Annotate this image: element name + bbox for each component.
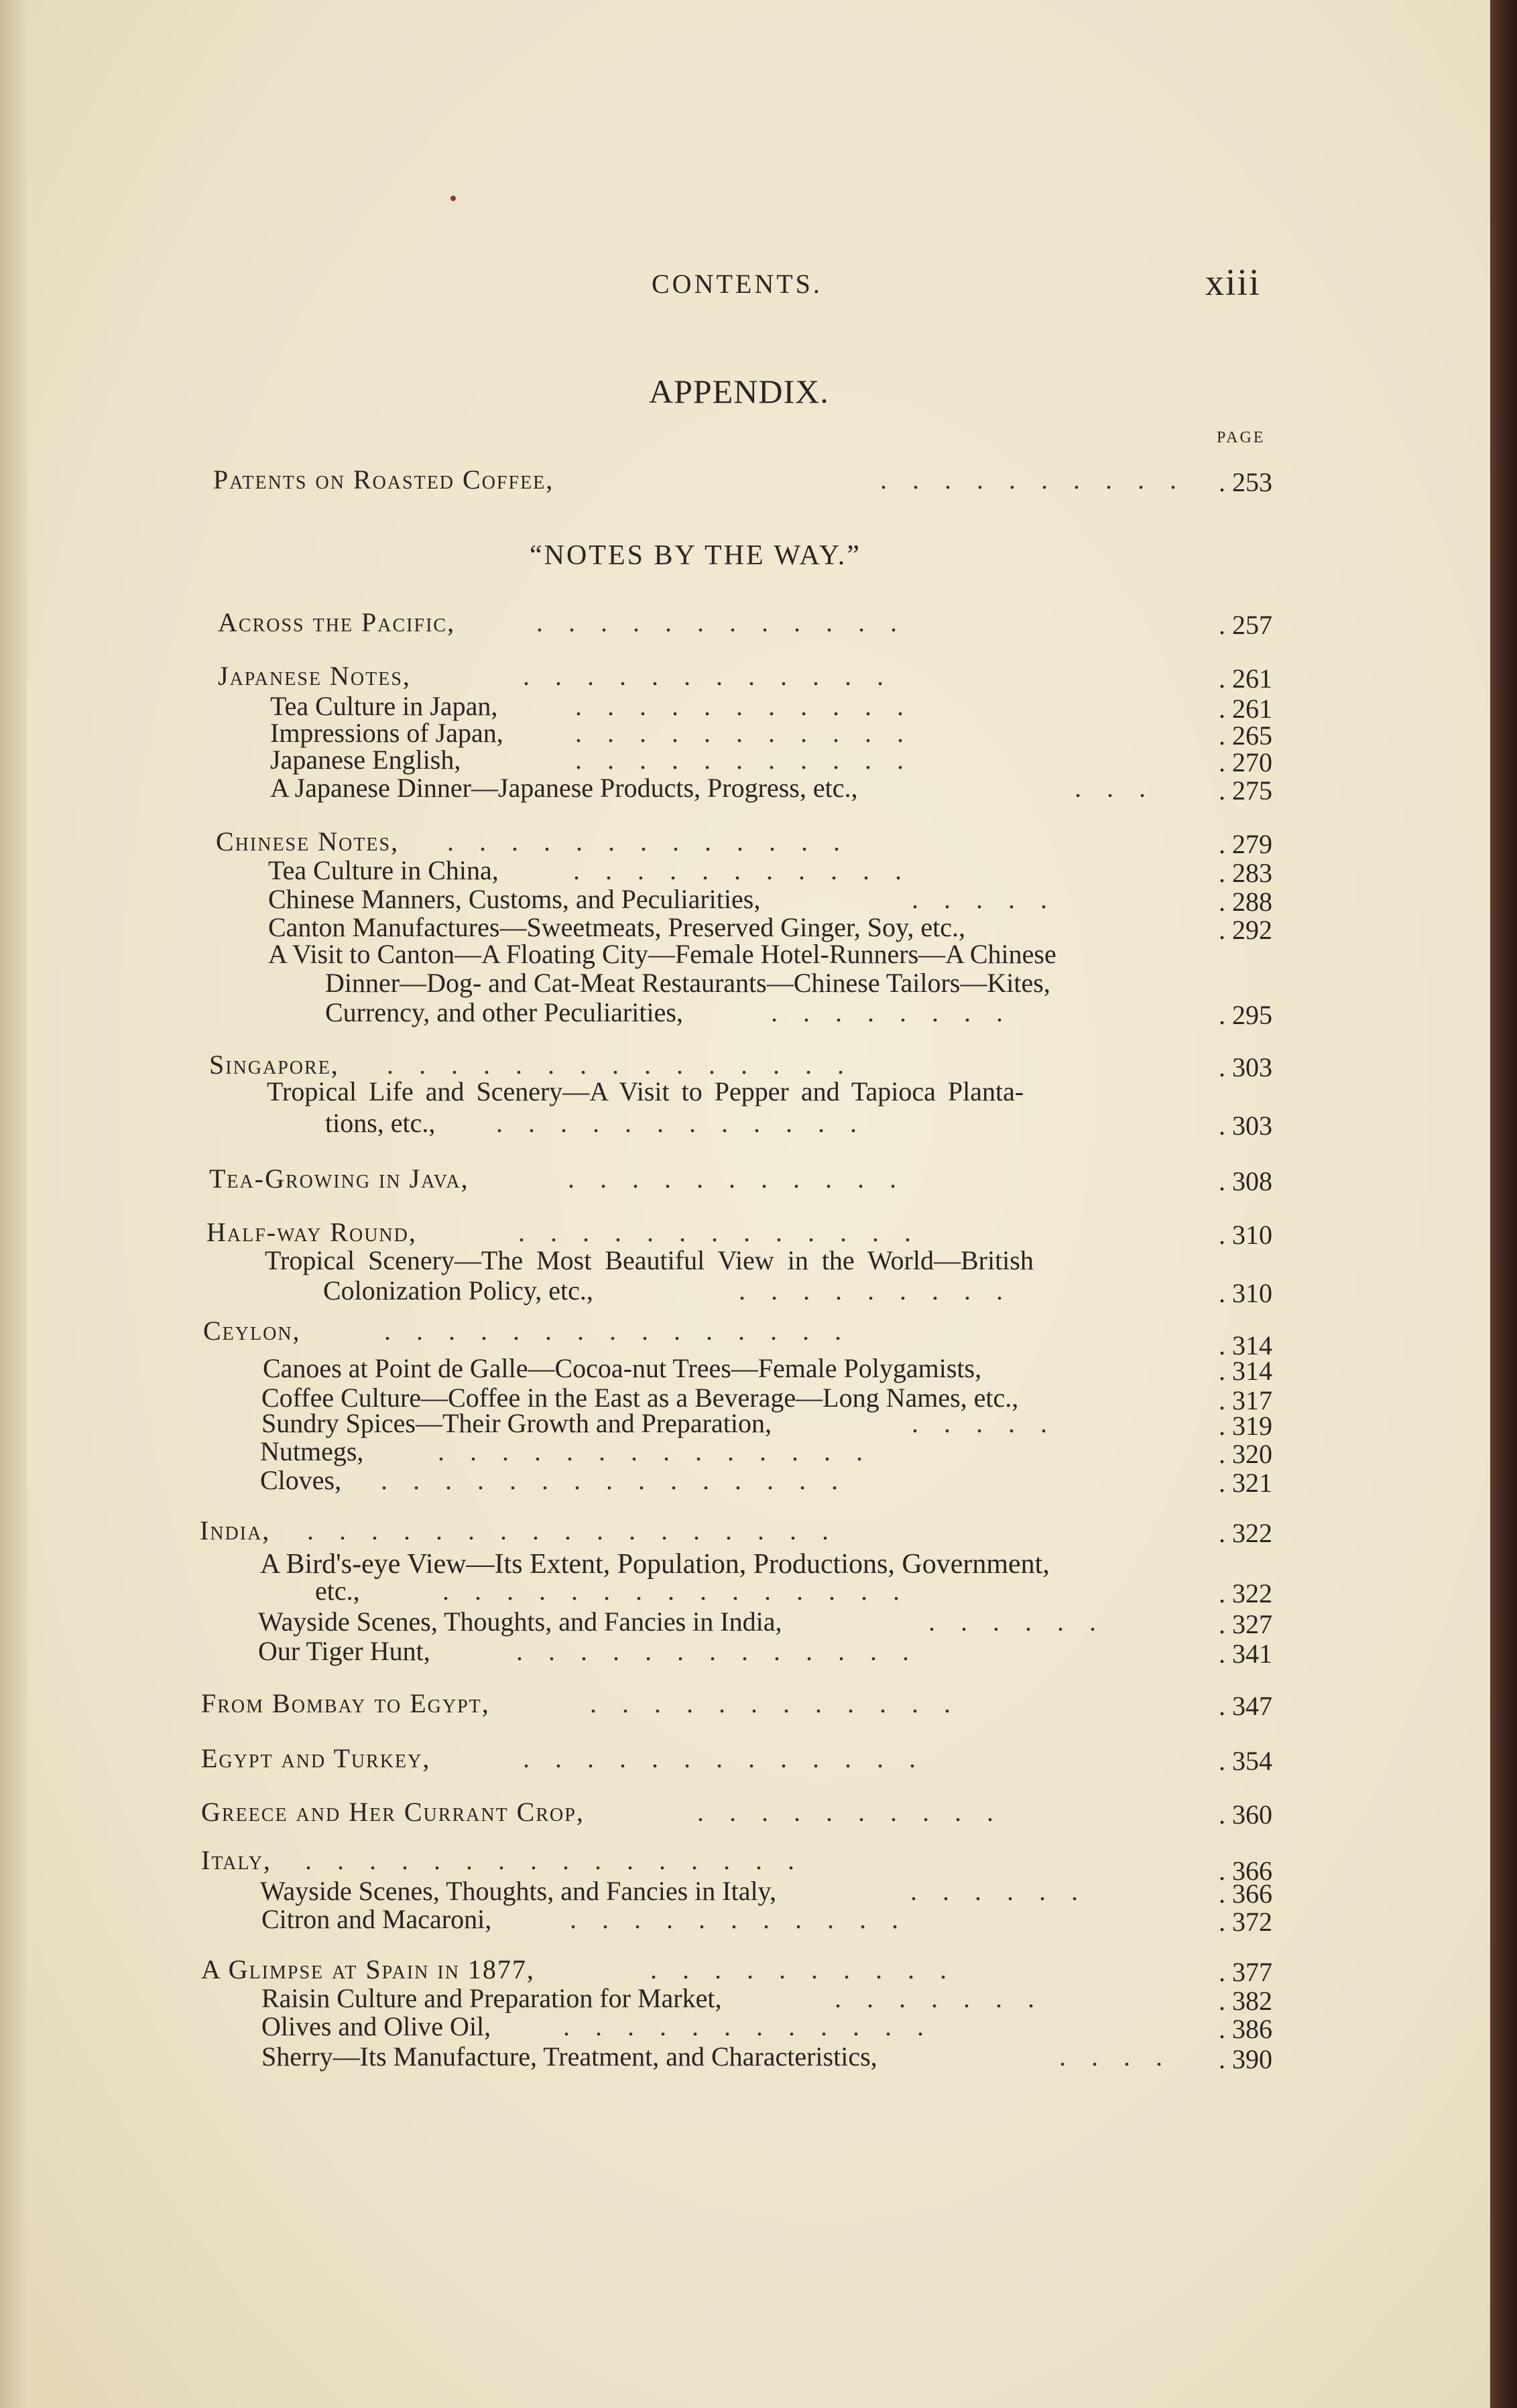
toc-leader-dots: . . . . . . . . . . . . . . . (381, 1465, 847, 1495)
toc-entry (325, 997, 1272, 1029)
toc-leader-dots: . . . . . . . . . . . . (590, 1688, 960, 1718)
toc-entry-page: . 270 (1219, 747, 1272, 777)
toc-entry-page: . 314 (1219, 1356, 1272, 1386)
toc-entry (261, 2041, 1272, 2073)
toc-entry-page: . 308 (1219, 1166, 1272, 1196)
toc-entry-page: . 310 (1219, 1278, 1272, 1308)
toc-entry (201, 1742, 1272, 1775)
toc-leader-dots: . . . . . . (928, 1606, 1105, 1637)
toc-entry-title: Chinese Notes, (216, 826, 400, 857)
toc-entry-page: . 310 (1219, 1220, 1272, 1250)
toc-entry (203, 1315, 1272, 1360)
toc-entry (325, 1107, 1272, 1139)
toc-entry-page: . 317 (1219, 1385, 1272, 1415)
toc-entry-title: Sundry Spices—Their Growth and Preparation, (261, 1408, 772, 1438)
toc-entry-title: Nutmegs, (260, 1436, 364, 1466)
toc-entry (323, 1275, 1272, 1307)
running-title: CONTENTS. (652, 269, 823, 299)
toc-entry-page: . 366 (1219, 1879, 1272, 1909)
toc-entry-page: . 314 (1219, 1330, 1272, 1360)
toc-entry-page: . 386 (1219, 2014, 1272, 2044)
toc-leader-dots: . . . . . . . . . . . (570, 1904, 908, 1934)
toc-entry (268, 883, 1272, 915)
toc-entry-page: . 327 (1219, 1609, 1272, 1639)
toc-leader-dots: . . . . . . . (835, 1983, 1044, 2013)
toc-entry-title: etc., (315, 1576, 360, 1606)
toc-entry (270, 772, 1272, 804)
toc-entry-page: . 341 (1219, 1639, 1272, 1669)
toc-entry-title: Italy, (201, 1845, 271, 1875)
toc-entry-title: Japanese Notes, (218, 661, 411, 691)
toc-leader-dots: . . . . . . . . . . . . . . . (442, 1576, 909, 1606)
toc-entry (258, 1606, 1272, 1638)
toc-entry-page: . 372 (1219, 1907, 1272, 1937)
toc-entry-page: . 382 (1219, 1986, 1272, 2016)
toc-entry (260, 1464, 1272, 1497)
toc-entry (265, 1245, 1272, 1277)
toc-entry-page: . 322 (1219, 1578, 1272, 1608)
toc-leader-dots: . . . . . . . . . . . (575, 718, 913, 748)
toc-entry-title: Patents on Roasted Coffee, (213, 464, 554, 495)
toc-entry (315, 1575, 1272, 1607)
toc-entry (201, 1688, 1272, 1720)
toc-entry (263, 1352, 1272, 1385)
toc-leader-dots: . . . . . . . . . . . . (496, 1108, 866, 1138)
toc-entry-page: . 321 (1219, 1468, 1272, 1498)
toc-entry-page: . 347 (1219, 1691, 1272, 1721)
toc-leader-dots: . . . . . . . . . . (650, 1954, 956, 1984)
toc-entry-page: . 320 (1219, 1439, 1272, 1469)
toc-entry-title: Tropical Life and Scenery—A Visit to Pepper and Tapioca Planta- (267, 1076, 1024, 1106)
toc-leader-dots: . . . . . . . . . . . . (563, 2011, 933, 2041)
toc-leader-dots: . . . . . . . . . . . . . . (438, 1436, 872, 1466)
toc-entry-title: Dinner—Dog- and Cat-Meat Restaurants—Chinese Tailors—Kites, (325, 968, 1050, 998)
toc-entry-title: India, (200, 1515, 271, 1545)
toc-entry (209, 1163, 1272, 1195)
toc-entry-page: . 257 (1219, 610, 1272, 640)
toc-leader-dots: . . . . . . . . (771, 997, 1012, 1027)
toc-leader-dots: . . . . . (912, 1408, 1056, 1438)
toc-entry-title: tions, etc., (325, 1108, 436, 1138)
toc-leader-dots: . . . . . . . . . . . . (523, 661, 893, 691)
toc-entry-page: . 295 (1219, 1000, 1272, 1030)
toc-leader-dots: . . . . . . . . . . . (575, 691, 913, 721)
toc-entry-title: Tea Culture in Japan, (270, 691, 498, 721)
toc-entry-title: Wayside Scenes, Thoughts, and Fancies in India, (258, 1606, 782, 1637)
toc-entry-page: . 303 (1219, 1111, 1272, 1141)
toc-entry-page: . 366 (1219, 1856, 1272, 1886)
toc-entry (268, 854, 1272, 887)
toc-entry-title: Colonization Policy, etc., (323, 1275, 593, 1306)
toc-entry-title: Wayside Scenes, Thoughts, and Fancies in Italy, (260, 1876, 776, 1906)
toc-entry-title: Our Tiger Hunt, (258, 1636, 430, 1666)
toc-entry-page: . 303 (1219, 1052, 1272, 1082)
toc-entry (261, 2011, 1272, 2043)
toc-entry (201, 1844, 1272, 1886)
toc-entry (270, 744, 1272, 776)
toc-entry (261, 1407, 1272, 1440)
toc-entry-title: Canton Manufactures—Sweetmeats, Preserved Ginger, Soy, etc., (268, 912, 965, 942)
toc-leader-dots: . . . . . . . . . . . . . . . (387, 1050, 853, 1080)
toc-leader-dots: . . . . . . . . . . . (575, 745, 913, 775)
toc-leader-dots: . . . . . . . . . . . . . (518, 1217, 920, 1247)
toc-entry (218, 660, 1272, 692)
toc-entry-title: Sherry—Its Manufacture, Treatment, and Characteristics, (261, 2041, 877, 2072)
toc-entry-page: . 275 (1219, 775, 1272, 806)
toc-leader-dots: . . . . . (912, 884, 1056, 914)
page-number: xiii (1205, 262, 1261, 304)
toc-leader-dots: . . . . . . . . . . . . . (447, 826, 849, 857)
toc-entry-title: Greece and Her Currant Crop, (201, 1797, 585, 1827)
toc-entry (218, 607, 1272, 639)
toc-entry-title: Tea-Growing in Java, (209, 1163, 469, 1194)
toc-entry-title: A Visit to Canton—A Floating City—Female Hotel-Runners—A Chinese (268, 939, 1056, 969)
paper-blemish (450, 196, 456, 201)
toc-leader-dots: . . . . . . . . . . . . . . . . (305, 1845, 804, 1875)
toc-entry-title: Currency, and other Peculiarities, (325, 997, 683, 1027)
notes-heading: “NOTES BY THE WAY.” (530, 540, 861, 571)
toc-entry-title: Citron and Macaroni, (261, 1904, 492, 1934)
toc-entry-title: Ceylon, (203, 1316, 301, 1346)
toc-entry-title: Impressions of Japan, (270, 718, 503, 748)
toc-entry (325, 967, 1272, 999)
toc-entry-title: Across the Pacific, (218, 607, 456, 637)
page-column-label: PAGE (1217, 429, 1266, 446)
toc-leader-dots: . . . . . . . . . . . . . (516, 1636, 918, 1666)
toc-entry (216, 826, 1272, 858)
toc-entry-title: Half-way Round, (206, 1217, 417, 1247)
toc-entry-title: A Bird's-eye View—Its Extent, Population, Productions, Government, (260, 1549, 1050, 1580)
toc-entry (261, 1982, 1272, 2015)
toc-leader-dots: . . . . . . . . . . (880, 464, 1186, 495)
toc-entry-title: Singapore, (209, 1050, 339, 1080)
toc-leader-dots: . . . . . . . . . . . (573, 855, 911, 885)
toc-entry-title: A Glimpse at Spain in 1877, (201, 1954, 535, 1984)
toc-entry-title: Cloves, (260, 1465, 342, 1495)
book-cover-edge (1490, 0, 1517, 2408)
toc-entry-title: Japanese English, (270, 745, 461, 775)
toc-leader-dots: . . . . . . (910, 1876, 1087, 1906)
toc-entry (201, 1796, 1272, 1828)
toc-entry-title: Canoes at Point de Galle—Cocoa-nut Trees—Female Polygamists, (263, 1353, 982, 1383)
toc-entry-page: . 279 (1219, 829, 1272, 859)
toc-leader-dots: . . . . . . . . . . . (568, 1163, 906, 1194)
toc-entry (260, 1436, 1272, 1468)
toc-entry-title: Tea Culture in China, (268, 855, 499, 885)
toc-entry-page: . 261 (1219, 694, 1272, 724)
toc-leader-dots: . . . . . . . . . . . . (536, 607, 906, 637)
toc-entry-title: Chinese Manners, Customs, and Peculiarities, (268, 884, 761, 914)
toc-entry-page: . 354 (1219, 1746, 1272, 1776)
toc-entry (267, 1076, 1272, 1108)
toc-entry (206, 1216, 1272, 1249)
toc-entry-title: From Bombay to Egypt, (201, 1688, 490, 1718)
toc-entry-page: . 377 (1219, 1957, 1272, 1987)
toc-leader-dots: . . . . (1059, 2041, 1172, 2072)
toc-entry (201, 1954, 1272, 1986)
toc-leader-dots: . . . . . . . . . . . . . . . . . (307, 1515, 838, 1545)
toc-entry-title: Egypt and Turkey, (201, 1743, 431, 1773)
toc-entry-title: Raisin Culture and Preparation for Market, (261, 1983, 722, 2013)
toc-entry-page: . 319 (1219, 1411, 1272, 1441)
toc-entry-page: . 288 (1219, 887, 1272, 917)
toc-leader-dots: . . . . . . . . . . (697, 1797, 1003, 1827)
toc-leader-dots: . . . . . . . . . . . . . (523, 1743, 925, 1773)
toc-leader-dots: . . . (1075, 773, 1155, 803)
toc-entry-title: Tropical Scenery—The Most Beautiful View in the World—British (265, 1245, 1034, 1275)
toc-entry-page: . 253 (1219, 467, 1272, 497)
toc-entry-title: Coffee Culture—Coffee in the East as a Beverage—Long Names, etc., (261, 1383, 1019, 1413)
toc-entry-title: Olives and Olive Oil, (261, 2011, 491, 2041)
toc-leader-dots: . . . . . . . . . (739, 1275, 1012, 1306)
toc-leader-dots: . . . . . . . . . . . . . . . (384, 1316, 851, 1346)
toc-entry-page: . 360 (1219, 1799, 1272, 1830)
toc-entry-page: . 261 (1219, 663, 1272, 694)
toc-entry-title: A Japanese Dinner—Japanese Products, Progress, etc., (270, 773, 858, 803)
toc-entry (268, 938, 1272, 970)
toc-entry-page: . 265 (1219, 720, 1272, 751)
toc-entry-page: . 283 (1219, 858, 1272, 888)
toc-entry (261, 1903, 1272, 1936)
appendix-heading: APPENDIX. (649, 373, 829, 410)
toc-entry-page: . 322 (1219, 1518, 1272, 1548)
toc-entry (258, 1635, 1272, 1667)
toc-entry (200, 1515, 1272, 1547)
toc-entry-page: . 292 (1219, 915, 1272, 945)
toc-entry (260, 1875, 1272, 1907)
toc-entry-page: . 390 (1219, 2044, 1272, 2074)
toc-entry (213, 464, 1272, 496)
